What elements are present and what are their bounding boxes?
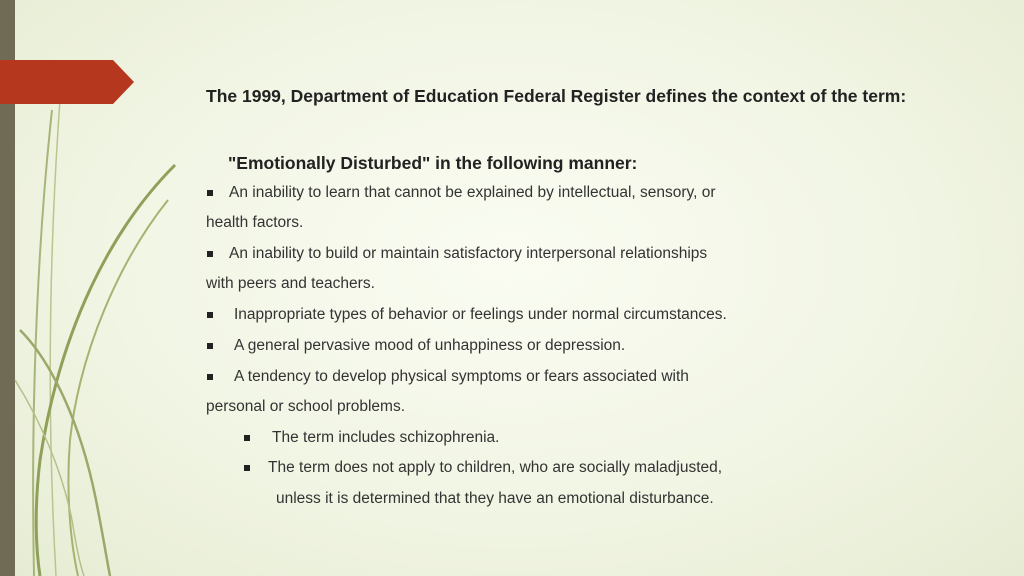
sub-bullet-marker <box>244 465 250 471</box>
bullet-1-line-2: health factors. <box>206 214 304 231</box>
sub-bullet-2-line-1: The term does not apply to children, who are socially maladjusted, <box>268 459 723 476</box>
accent-arrow-shape <box>0 60 135 104</box>
bullet-5-line-2: personal or school problems. <box>206 398 406 415</box>
slide-subtitle: "Emotionally Disturbed" in the following manner: <box>228 153 638 173</box>
bullet-marker <box>207 312 213 318</box>
bullet-marker <box>207 343 213 349</box>
bullet-2-line-1: An inability to build or maintain satisfactory interpersonal relationships <box>229 245 708 262</box>
bullet-marker <box>207 251 213 257</box>
bullet-1-line-1: An inability to learn that cannot be explained by intellectual, sensory, or <box>229 184 716 201</box>
bullet-marker <box>207 190 213 196</box>
bullet-5-line-1: A tendency to develop physical symptoms or fears associated with <box>234 368 689 385</box>
bullet-2-line-2: with peers and teachers. <box>206 275 375 292</box>
slide-title: The 1999, Department of Education Federal Register defines the context of the term: <box>206 86 907 106</box>
sub-bullet-2-line-2: unless it is determined that they have an emotional disturbance. <box>276 490 714 507</box>
bullet-marker <box>207 374 213 380</box>
sub-bullet-marker <box>244 435 250 441</box>
bullet-3-line-1: Inappropriate types of behavior or feelings under normal circumstances. <box>234 306 727 323</box>
bullet-4-line-1: A general pervasive mood of unhappiness or depression. <box>234 337 626 354</box>
sub-bullet-1-line-1: The term includes schizophrenia. <box>272 429 500 446</box>
